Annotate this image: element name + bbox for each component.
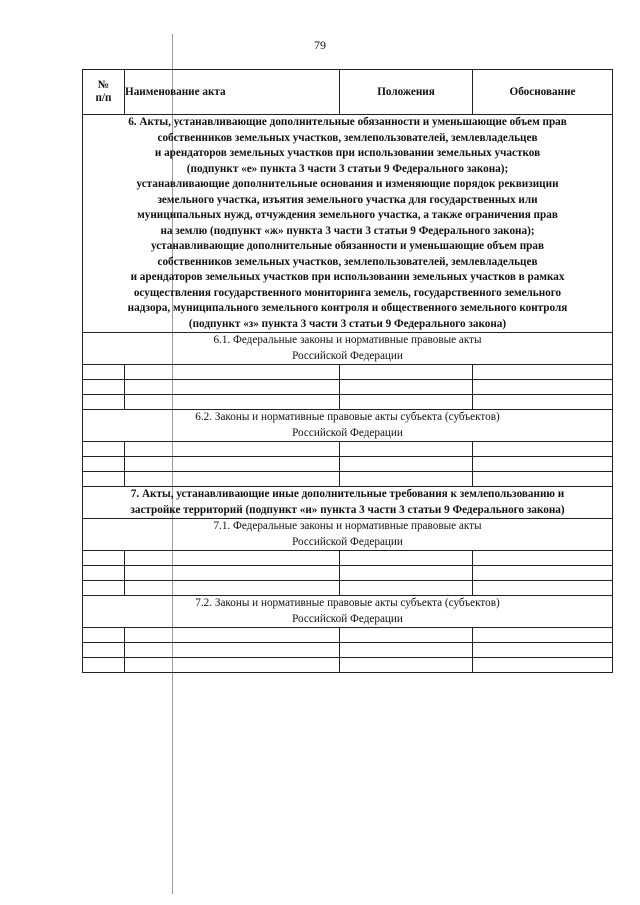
header-act-name: Наименование акта [125, 70, 340, 115]
number-cell [83, 643, 125, 658]
header-provisions: Положения [340, 70, 473, 115]
act-name-cell [125, 581, 340, 596]
provisions-cell [340, 628, 473, 643]
subsection-heading-row [83, 596, 613, 628]
subsection-heading-row [83, 333, 613, 365]
section-heading-line: земельного участка, изъятия земельного участка для государственных или [157, 193, 538, 206]
table-header-row [83, 70, 613, 115]
justification-cell [473, 380, 613, 395]
justification-cell [473, 472, 613, 487]
header-number-line1: № [97, 79, 110, 91]
subsection-heading [83, 410, 613, 442]
act-name-cell [125, 643, 340, 658]
act-name-cell [125, 395, 340, 410]
section-heading-line: надзора, муниципального земельного контроля и общественного земельного контроля [127, 302, 568, 314]
table-row [83, 472, 613, 487]
number-cell [83, 551, 125, 566]
number-cell [83, 442, 125, 457]
act-name-cell [125, 442, 340, 457]
section-heading-line: собственников земельных участков, землепользователей, землевладельцев [157, 255, 538, 268]
justification-cell [473, 581, 613, 596]
subsection-heading-line: 6.1. Федеральные законы и нормативные правовые акты [213, 334, 482, 346]
act-name-cell [125, 628, 340, 643]
section-heading-row [83, 115, 613, 333]
provisions-cell [340, 566, 473, 581]
section-heading-line: на землю (подпункт «ж» пункта 3 части 3 статьи 9 Федерального закона); [160, 224, 535, 237]
section-heading-line: и арендаторов земельных участков при использовании земельных участков [154, 147, 541, 159]
justification-cell [473, 395, 613, 410]
act-name-cell [125, 380, 340, 395]
justification-cell [473, 457, 613, 472]
number-cell [83, 628, 125, 643]
act-name-cell [125, 472, 340, 487]
provisions-cell [340, 643, 473, 658]
provisions-cell [340, 365, 473, 380]
subsection-heading-line: Российской Федерации [292, 535, 403, 548]
provisions-cell [340, 457, 473, 472]
number-cell [83, 380, 125, 395]
table-row [83, 395, 613, 410]
subsection-heading-line: Российской Федерации [292, 349, 403, 362]
subsection-heading [83, 333, 613, 365]
table-row [83, 380, 613, 395]
justification-cell [473, 658, 613, 673]
provisions-cell [340, 380, 473, 395]
justification-cell [473, 566, 613, 581]
table-row [83, 628, 613, 643]
number-cell [83, 365, 125, 380]
act-name-cell [125, 551, 340, 566]
section-heading [83, 115, 613, 333]
justification-cell [473, 643, 613, 658]
header-number-line2: п/п [95, 92, 112, 104]
subsection-heading-line: Российской Федерации [292, 426, 403, 439]
table-row [83, 658, 613, 673]
act-name-cell [125, 566, 340, 581]
header-number [83, 70, 125, 115]
number-cell [83, 566, 125, 581]
provisions-cell [340, 581, 473, 596]
header-justification: Обоснование [473, 70, 613, 115]
section-heading-line: (подпункт «з» пункта 3 части 3 статьи 9 Федерального закона) [188, 317, 507, 330]
number-cell [83, 472, 125, 487]
provisions-cell [340, 472, 473, 487]
justification-cell [473, 551, 613, 566]
section-heading-line: (подпункт «е» пункта 3 части 3 статьи 9 Федерального закона); [186, 162, 509, 175]
subsection-heading-line: 6.2. Законы и нормативные правовые акты субъекта (субъектов) [195, 411, 500, 423]
provisions-cell [340, 658, 473, 673]
section-heading-line: устанавливающие дополнительные основания и изменяющие порядок реквизиции [136, 178, 559, 190]
subsection-heading-line: 7.2. Законы и нормативные правовые акты субъекта (субъектов) [195, 597, 500, 609]
table-row [83, 457, 613, 472]
section-heading-line: устанавливающие дополнительные обязанности и уменьшающие объем прав [150, 240, 545, 252]
acts-table [82, 69, 613, 673]
section-heading-line: собственников земельных участков, землепользователей, землевладельцев [157, 131, 538, 144]
act-name-cell [125, 658, 340, 673]
subsection-heading-line: Российской Федерации [292, 612, 403, 625]
provisions-cell [340, 551, 473, 566]
justification-cell [473, 442, 613, 457]
section-heading-line: и арендаторов земельных участков при использовании земельных участков в рамках [130, 271, 565, 283]
justification-cell [473, 628, 613, 643]
number-cell [83, 457, 125, 472]
subsection-heading-row [83, 519, 613, 551]
number-cell [83, 658, 125, 673]
provisions-cell [340, 395, 473, 410]
subsection-heading-row [83, 410, 613, 442]
subsection-heading [83, 519, 613, 551]
section-heading-line: 6. Акты, устанавливающие дополнительные обязанности и уменьшающие объем прав [128, 116, 567, 128]
act-name-cell [125, 365, 340, 380]
subsection-heading [83, 596, 613, 628]
section-heading [83, 487, 613, 519]
table-row [83, 581, 613, 596]
section-heading-line: осуществления государственного мониторинга земель, государственного земельного [133, 286, 562, 299]
section-heading-line: 7. Акты, устанавливающие иные дополнительные требования к землепользованию и [130, 488, 565, 500]
table-row [83, 566, 613, 581]
section-heading-row [83, 487, 613, 519]
provisions-cell [340, 442, 473, 457]
section-heading-line: муниципальных нужд, отчуждения земельного участка, а также ограничения прав [137, 209, 558, 221]
number-cell [83, 395, 125, 410]
number-cell [83, 581, 125, 596]
justification-cell [473, 365, 613, 380]
subsection-heading-line: 7.1. Федеральные законы и нормативные правовые акты [213, 520, 482, 532]
table-row [83, 643, 613, 658]
table-row [83, 442, 613, 457]
table-row [83, 551, 613, 566]
table-row [83, 365, 613, 380]
page-number: 79 [314, 38, 326, 52]
act-name-cell [125, 457, 340, 472]
section-heading-line: застройке территорий (подпункт «и» пункта 3 части 3 статьи 9 Федерального закона) [130, 503, 565, 516]
